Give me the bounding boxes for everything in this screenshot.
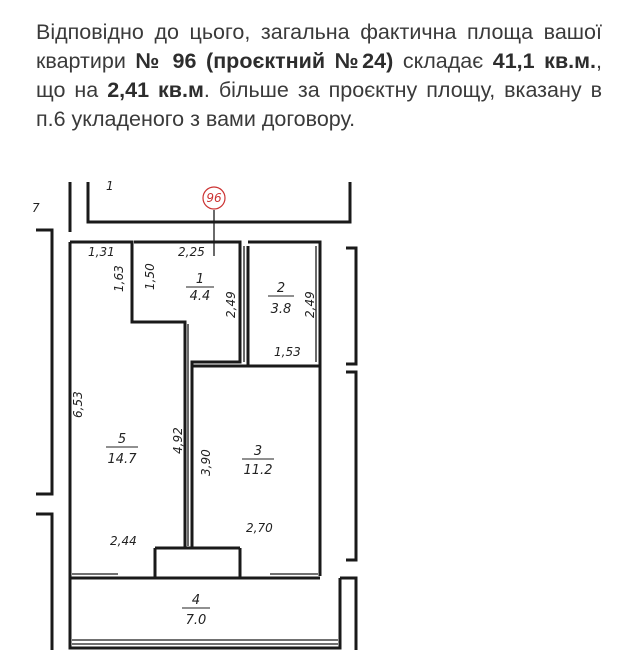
room-5-label <box>106 432 138 467</box>
area-description-paragraph <box>36 18 602 134</box>
area-difference: 2,41 кв.м <box>107 78 204 102</box>
top-mark: 1 <box>106 179 114 193</box>
balcony-glazing <box>72 640 338 644</box>
room-3-label <box>242 444 274 478</box>
svg-text:7.0: 7.0 <box>185 613 207 628</box>
room-2-label <box>268 281 294 317</box>
text-part-3: , що на <box>36 49 602 102</box>
dim-244: 2,44 <box>110 534 137 548</box>
wall-right-neighbor-upper <box>346 248 356 364</box>
svg-text:3: 3 <box>253 444 263 459</box>
dim-390: 3,90 <box>199 449 213 476</box>
text-part-1: Відповідно до цього, загальна фактична площа вашої квартири <box>36 20 602 73</box>
wall-balcony-partitions <box>155 548 240 578</box>
text-part-2: складає <box>393 49 493 73</box>
svg-text:14.7: 14.7 <box>107 452 137 467</box>
dim-653: 6,53 <box>71 391 85 418</box>
apartment-marker-label: 96 <box>206 191 222 205</box>
apartment-number: № 96 (проєктний №24) <box>135 49 394 73</box>
text-part-4: . більше за проєктну площу, вказану в п.6 укладеного з вами договору. <box>36 78 602 131</box>
dim-249-room2: 2,49 <box>303 291 317 318</box>
svg-text:3.8: 3.8 <box>270 302 292 317</box>
dim-492: 4,92 <box>171 427 185 454</box>
dim-249-hall: 2,49 <box>224 291 238 318</box>
svg-text:2: 2 <box>276 281 286 296</box>
dim-153: 1,53 <box>274 345 301 359</box>
svg-text:4: 4 <box>191 593 201 608</box>
room-1-label <box>186 272 214 304</box>
wall-right-lower <box>340 578 356 650</box>
svg-text:1: 1 <box>195 272 205 287</box>
wall-left-neighbor <box>36 230 52 494</box>
actual-area: 41,1 кв.м. <box>492 49 597 73</box>
floor-plan <box>0 172 637 670</box>
svg-text:4.4: 4.4 <box>189 289 211 304</box>
wall-room5-right <box>70 242 185 548</box>
svg-text:5: 5 <box>117 432 127 447</box>
dim-163: 1,63 <box>112 265 126 292</box>
dim-270: 2,70 <box>246 521 273 535</box>
room-4-label <box>182 593 210 628</box>
svg-text:11.2: 11.2 <box>243 463 273 478</box>
wall-left-lower <box>36 514 52 650</box>
dim-150: 1,50 <box>143 263 157 290</box>
dim-225: 2,25 <box>178 245 205 259</box>
left-mark: 7 <box>32 201 40 215</box>
dim-131: 1,31 <box>88 245 115 259</box>
wall-right-neighbor-lower <box>346 372 356 560</box>
